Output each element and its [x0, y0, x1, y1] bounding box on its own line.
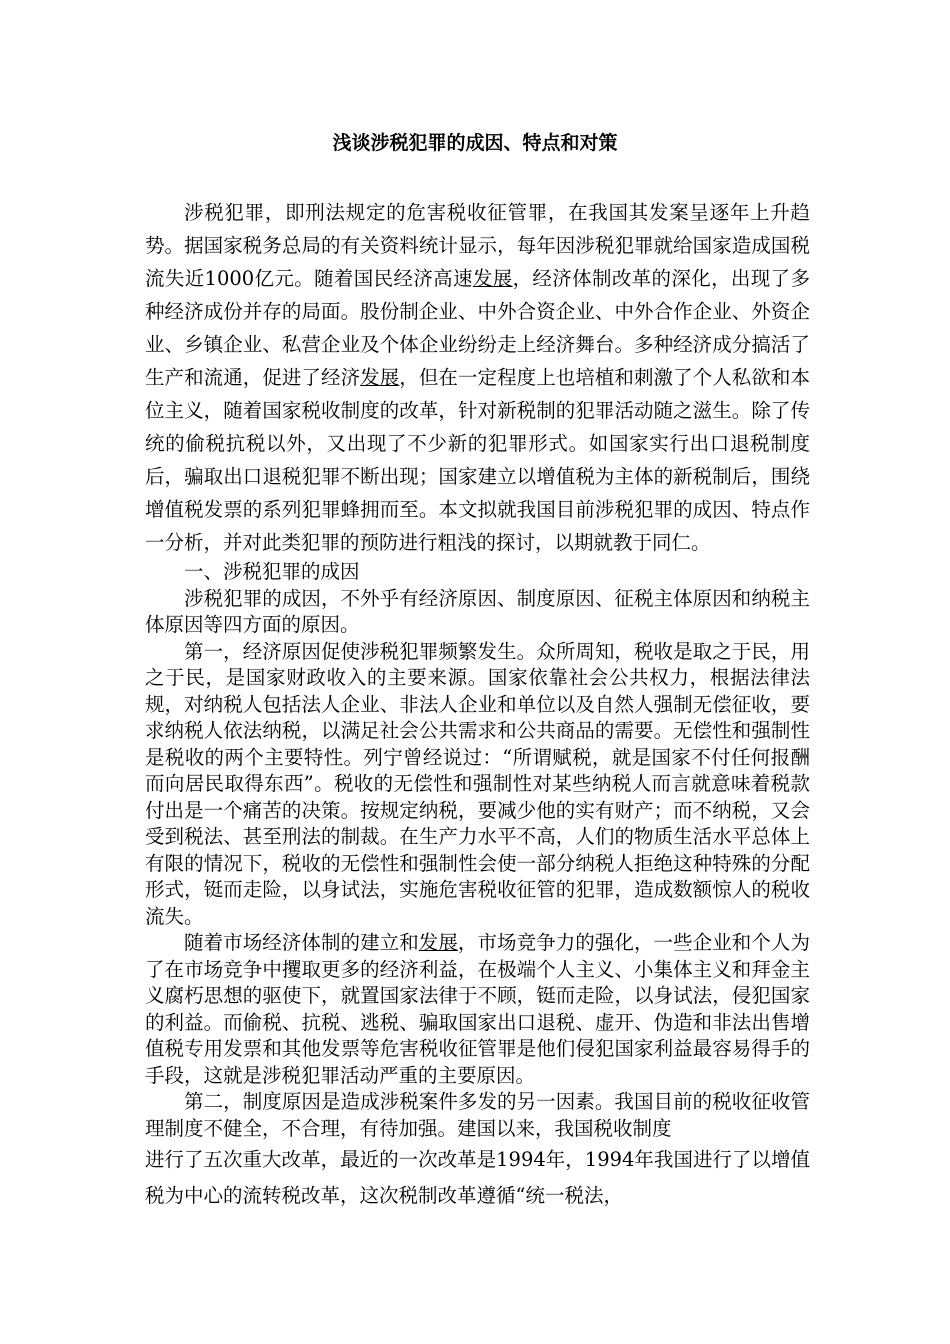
paragraph-market [145, 930, 810, 1089]
document-title: 浅谈涉税犯罪的成因、特点和对策 [332, 132, 618, 154]
link-fazhan[interactable]: 发展 [472, 267, 513, 290]
paragraph-institutional: 第二，制度原因是造成涉税案件多发的另一因素。我国目前的税收征收管理制度不健全，不合理，有待加强。建国以来，我国税收制度 [145, 1090, 810, 1140]
paragraph-economic: 第一，经济原因促使涉税犯罪频繁发生。众所周知，税收是取之于民，用之于民，是国家财政收入的主要来源。国家依靠社会公共权力，根据法律法规，对纳税人包括法人企业、非法人企业和单位以及自然人强制无偿征收，要求纳税人依法纳税，以满足社会公共需求和公共商品的需要。无偿性和强制性是税收的两个主要特性。列宁曾经说过：“所谓赋税，就是国家不付任何报酬而向居民取得东西”。税收的无偿性和强制性对某些纳税人而言就意味着税款付出是一个痛苦的决策。按规定纳税，要减少他的实有财产；而不纳税，又会受到税法、甚至刑法的制裁。在生产力水平不高，人们的物质生活水平总体上有限的情况下，税收的无偿性和强制性会使一部分纳税人拒绝这种特殊的分配形式，铤而走险，以身试法，实施危害税收征管的犯罪，造成数额惊人的税收流失。 [145, 639, 810, 928]
paragraph-text: 涉税犯罪，即刑法规定的危害税收征管罪，在我国其发案呈逐年上升趋势。据国家税务总局的有关资料统计显示，每年因涉税犯罪就给国家造成国税流失近1000亿元。随着国民经济高速 [145, 201, 810, 290]
paragraph-reform: 进行了五次重大改革，最近的一次改革是1994年，1994年我国进行了以增值税为中心的流转税改革，这次税制改革遵循“统一税法， [145, 1148, 810, 1207]
paragraph-causes: 涉税犯罪的成因，不外乎有经济原因、制度原因、征税主体原因和纳税主体原因等四方面的原因。 [145, 586, 810, 636]
paragraph-text: ，但在一定程度上也培植和刺激了个人私欲和本位主义，随着国家税收制度的改革，针对新税制的犯罪活动随之滋生。除了传统的偷税抗税以外，又出现了不少新的犯罪形式。如国家实行出口退税制度后，骗取出口退税犯罪不断出现；国家建立以增值税为主体的新税制后，围绕增值税发票的系列犯罪蜂拥而至。本文拟就我国目前涉税犯罪的成因、特点作一分析，并对此类犯罪的预防进行粗浅的探讨，以期就教于同仁。 [145, 366, 810, 554]
link-fazhan[interactable]: 发展 [360, 366, 400, 389]
document-body [145, 196, 810, 1214]
link-fazhan[interactable]: 发展 [418, 931, 458, 954]
paragraph-intro [145, 196, 810, 559]
paragraph-text: ，市场竞争力的强化，一些企业和个人为了在市场竞争中攫取更多的经济利益，在极端个人主义、小集体主义和拜金主义腐朽思想的驱使下，就置国家法律于不顾，铤而走险，以身试法，侵犯国家的利益。而偷税、抗税、逃税、骗取国家出口退税、虚开、伪造和非法出售增值税专用发票和其他发票等危害税收征管罪是他们侵犯国家利益最容易得手的手段，这就是涉税犯罪活动严重的主要原因。 [145, 931, 810, 1087]
section-heading-1: 一、涉税犯罪的成因 [184, 560, 360, 583]
paragraph-text: ，经济体制改革的深化，出现了多种经济成份并存的局面。股份制企业、中外合资企业、中外合作企业、外资企业、乡镇企业、私营企业及个体企业纷纷走上经济舞台。多种经济成分搞活了生产和流通，促进了经济 [145, 267, 810, 389]
paragraph-text: 随着市场经济体制的建立和 [184, 931, 419, 954]
